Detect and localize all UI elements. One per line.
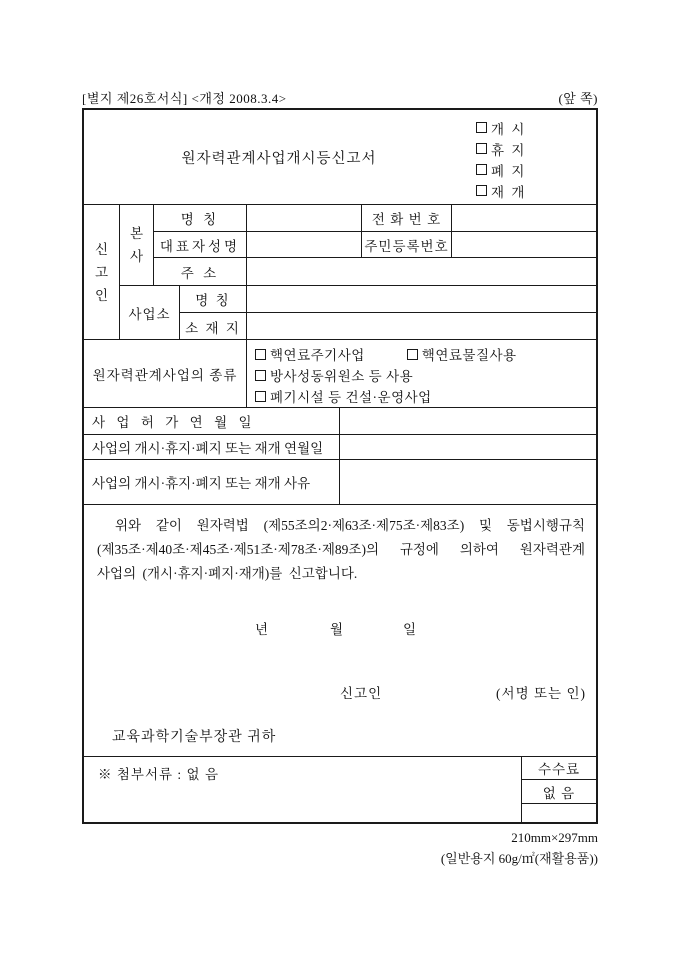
statement-line: 위와 같이 원자력법 (제55조의2·제63조·제75조·제83조) 및 동법시행규칙 (115, 518, 585, 533)
month-label: 월 (330, 622, 344, 637)
business-type-label: 원자력관계사업의 종류 (84, 340, 247, 407)
type-option-fuel-cycle[interactable] (255, 344, 365, 364)
status-option-close[interactable] (476, 159, 596, 180)
checkbox-fuel-cycle-icon[interactable] (255, 349, 266, 360)
date-line (84, 618, 596, 638)
signature-line (84, 682, 596, 702)
change-reason-row (84, 460, 596, 505)
head-office-rep-row (154, 232, 596, 259)
status-option-label: 폐 지 (491, 163, 527, 179)
paper-size-note: 210mm×297mm (511, 830, 598, 845)
head-office-label-cell (120, 205, 154, 285)
checkbox-open-icon[interactable] (476, 122, 487, 133)
type-option-waste-facility[interactable] (255, 386, 432, 406)
form-title: 원자력관계사업개시등신고서 (181, 150, 377, 167)
fee-value: 없 음 (522, 780, 596, 804)
statement-section (84, 505, 596, 757)
document-header (82, 88, 598, 107)
form-reference: [별지 제26호서식] <개정 2008.3.4> (82, 91, 287, 106)
attachments-fee-section (84, 757, 596, 822)
ho-rrn-value-field[interactable] (452, 232, 596, 258)
ho-phone-value-field[interactable] (452, 205, 596, 231)
site-location-value-field[interactable] (247, 313, 596, 340)
checkbox-resume-icon[interactable] (476, 185, 487, 196)
type-option-label: 방사성동위원소 등 사용 (270, 369, 414, 384)
site-name-value-field[interactable] (247, 286, 596, 312)
ho-rep-label: 대표자성명 (154, 232, 247, 258)
ho-name-value-field[interactable] (247, 205, 362, 231)
applicant-main (120, 205, 596, 339)
recipient-label: 교육과학기술부장관 귀하 (112, 730, 277, 745)
permit-date-label: 사 업 허 가 연 월 일 (84, 408, 340, 434)
head-office-grid (154, 205, 596, 285)
change-reason-label: 사업의 개시·휴지·폐지 또는 재개 사유 (84, 460, 340, 504)
applicant-section-label-cell (84, 205, 120, 339)
ho-rrn-label: 주민등록번호 (362, 232, 452, 258)
change-reason-value-field[interactable] (340, 460, 596, 504)
type-option-label: 핵연료주기사업 (270, 348, 365, 363)
statement-line: (제35조·제40조·제45조·제51조·제78조·제89조)의 규정에 의하여 원자력관계 (97, 542, 585, 557)
attachments-note: ※ 첨부서류 : 없 음 (98, 767, 219, 782)
title-row (84, 110, 596, 205)
site-grid (180, 286, 596, 340)
status-option-resume[interactable] (476, 180, 596, 201)
type-option-label: 폐기시설 등 건설·운영사업 (270, 390, 432, 405)
day-label: 일 (403, 622, 417, 637)
ho-name-label: 명 칭 (154, 205, 247, 231)
fee-box (521, 757, 596, 822)
business-type-section (84, 340, 596, 408)
head-office-address-row (154, 258, 596, 285)
statement-paragraph (84, 505, 596, 586)
signature-or-seal-label: (서명 또는 인) (496, 686, 586, 701)
statement-line: 사업의 (개시·휴지·폐지·재개)를 신고합니다. (97, 566, 358, 581)
fee-box-spacer (522, 804, 596, 822)
checkbox-suspend-icon[interactable] (476, 143, 487, 154)
site-name-label: 명 칭 (180, 286, 247, 312)
permit-date-value-field[interactable] (340, 408, 596, 434)
type-option-line (255, 344, 596, 364)
ho-phone-label: 전 화 번 호 (362, 205, 452, 231)
type-option-line (255, 365, 596, 385)
business-site-block (120, 286, 596, 340)
checkbox-close-icon[interactable] (476, 164, 487, 175)
site-location-label: 소 재 지 (180, 313, 247, 340)
ho-rep-value-field[interactable] (247, 232, 362, 258)
head-office-name-row (154, 205, 596, 232)
type-option-fuel-material[interactable] (407, 344, 517, 364)
status-checkbox-column (474, 110, 596, 204)
checkbox-radioisotope-icon[interactable] (255, 370, 266, 381)
applicant-section (84, 205, 596, 340)
applicant-section-label: 신고인 (94, 241, 109, 303)
status-option-label: 휴 지 (491, 142, 527, 158)
page-side-label: (앞 쪽) (558, 91, 598, 106)
business-type-options (247, 340, 596, 407)
title-area (84, 110, 474, 204)
ho-address-value-field[interactable] (247, 258, 596, 285)
checkbox-fuel-material-icon[interactable] (407, 349, 418, 360)
status-option-suspend[interactable] (476, 138, 596, 159)
status-option-label: 재 개 (491, 184, 527, 200)
type-option-radioisotope[interactable] (255, 365, 413, 385)
status-option-label: 개 시 (491, 121, 527, 137)
change-date-value-field[interactable] (340, 435, 596, 459)
document-footer (82, 827, 598, 869)
fee-label: 수수료 (522, 757, 596, 780)
status-option-open[interactable] (476, 117, 596, 138)
ho-address-label: 주 소 (154, 258, 247, 285)
declarant-label: 신고인 (340, 686, 383, 701)
site-label: 사업소 (120, 286, 180, 340)
change-date-row (84, 435, 596, 460)
head-office-block (120, 205, 596, 286)
site-location-row (180, 313, 596, 340)
form-outer-box (82, 108, 598, 824)
checkbox-waste-facility-icon[interactable] (255, 391, 266, 402)
change-date-label: 사업의 개시·휴지·폐지 또는 재개 연월일 (84, 435, 340, 459)
paper-spec-note: (일반용지 60g/㎡(재활용품)) (440, 851, 598, 866)
type-option-label: 핵연료물질사용 (421, 348, 517, 363)
site-name-row (180, 286, 596, 313)
year-label: 년 (255, 622, 269, 637)
head-office-label: 본사 (129, 226, 144, 264)
type-option-line (255, 386, 596, 406)
permit-date-row (84, 408, 596, 435)
